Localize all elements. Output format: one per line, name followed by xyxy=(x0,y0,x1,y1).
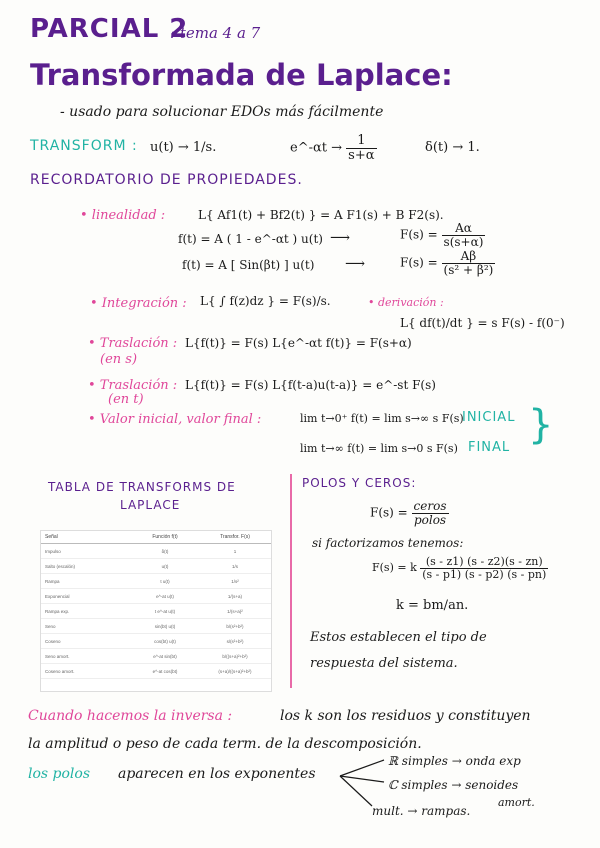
polos-fk-lhs: F(s) = k xyxy=(372,561,417,575)
polos-nota-2: respuesta del sistema. xyxy=(310,656,458,671)
transform-exp-frac xyxy=(346,134,376,162)
traslacion-t-label: • Traslación : xyxy=(88,378,178,393)
transform-exp xyxy=(290,134,377,162)
tabla-title-1: TABLA DE TRANSFORMS DE xyxy=(48,480,236,494)
table-cell: (s+a)/((s+a)²+b²) xyxy=(218,668,252,674)
branch-mult: mult. → rampas. xyxy=(372,804,471,818)
linealidad-formula: L{ Af1(t) + Bf2(t) } = A F1(s) + B F2(s). xyxy=(198,208,444,222)
table-cell: e^-at cos(bt) xyxy=(152,668,178,674)
table-cell: 1 xyxy=(233,548,237,554)
footer-line-3a: los polos xyxy=(28,766,91,782)
subtitle: - usado para solucionar EDOs más fácilmente xyxy=(60,104,384,120)
arrow-1: ⟶ xyxy=(330,230,351,246)
valor-inicial-formula: lim t→0⁺ f(t) = lim s→∞ s F(s) xyxy=(300,412,464,425)
table-cell: u(t) xyxy=(161,563,169,569)
laplace-table xyxy=(40,530,272,692)
branch-complex: ℂ simples → senoides xyxy=(388,778,519,792)
table-row xyxy=(41,589,271,604)
polos-nota-1: Estos establecen el tipo de xyxy=(310,630,487,645)
table-cell: δ(t) xyxy=(161,548,169,554)
temas-label: : tema 4 a 7 xyxy=(170,24,261,42)
transform-label: TRANSFORM : xyxy=(30,138,138,154)
footer-line-1a: Cuando hacemos la inversa : xyxy=(28,708,233,724)
polos-fs-frac xyxy=(412,500,449,526)
recordatorio-heading: RECORDATORIO DE PROPIEDADES. xyxy=(30,172,303,188)
linealidad-ex2-frac xyxy=(442,250,496,276)
page-title: Transformada de Laplace: xyxy=(30,58,453,92)
branch-complex-amort: amort. xyxy=(498,796,535,809)
polos-fk-den: (s - p1) (s - p2) (s - pn) xyxy=(422,567,547,581)
polos-fs xyxy=(370,500,449,526)
traslacion-s-label: • Traslación : xyxy=(88,336,178,351)
transform-exp-lhs: e^-αt → xyxy=(290,140,343,156)
table-cell: Coseno amort. xyxy=(45,668,75,674)
table-cell: b/(s²+b²) xyxy=(226,623,244,629)
table-cell: 1/s² xyxy=(231,578,239,584)
table-header xyxy=(41,531,271,544)
vertical-divider xyxy=(290,474,292,688)
polos-k: k = bm/an. xyxy=(396,598,469,613)
linealidad-ex1-den: s(s+α) xyxy=(443,234,484,249)
valor-label: • Valor inicial, valor final : xyxy=(88,412,262,427)
table-cell: e^-at sin(bt) xyxy=(153,653,177,659)
arrow-2: ⟶ xyxy=(345,256,366,272)
traslacion-s-formula: L{f(t)} = F(s) L{e^-αt f(t)} = F(s+α) xyxy=(185,336,412,350)
branch-arrow-bot xyxy=(340,776,372,806)
table-header-cell: Transfor. F(s) xyxy=(220,534,250,540)
linealidad-ex2-num: Aβ xyxy=(442,250,496,264)
polos-fk xyxy=(372,556,548,580)
table-cell: Rampa exp. xyxy=(45,608,70,614)
transform-exp-den: s+α xyxy=(348,147,375,163)
table-cell: 1/(s+a)² xyxy=(227,608,243,614)
integracion-label: • Integración : xyxy=(90,296,187,311)
table-cell: b/((s+a)²+b²) xyxy=(222,653,248,659)
table-cell: t u(t) xyxy=(160,578,170,584)
table-row xyxy=(41,559,271,574)
footer-line-1b: los k son los residuos y constituyen xyxy=(280,708,531,724)
table-row xyxy=(41,544,271,559)
table-cell: cos(bt) u(t) xyxy=(154,638,176,644)
polos-fs-den: polos xyxy=(413,512,447,527)
transform-step: u(t) → 1/s. xyxy=(150,140,217,155)
linealidad-ex2-res xyxy=(400,250,495,276)
table-row xyxy=(41,619,271,634)
linealidad-label: • linealidad : xyxy=(80,208,166,223)
table-header-cell: Función f(t) xyxy=(152,534,178,540)
derivacion-formula: L{ df(t)/dt } = s F(s) - f(0⁻) xyxy=(400,316,565,330)
table-cell: 1/s xyxy=(231,563,238,569)
polos-fs-num: ceros xyxy=(413,499,447,513)
linealidad-ex1-res xyxy=(400,222,485,248)
linealidad-ex2-den: (s² + β²) xyxy=(443,262,494,277)
table-cell: 1/(s+a) xyxy=(227,593,243,599)
table-cell: s/(s²+b²) xyxy=(226,638,244,644)
table-cell: t e^-at u(t) xyxy=(154,608,176,614)
polos-si: si factorizamos tenemos: xyxy=(312,536,464,550)
table-cell: Impulso xyxy=(45,548,61,554)
transform-exp-num: 1 xyxy=(346,134,376,149)
traslacion-s-sub: (en s) xyxy=(100,352,138,367)
table-cell: sin(bt) u(t) xyxy=(154,623,176,629)
branch-real: ℝ simples → onda exp xyxy=(388,754,521,768)
polos-fk-num: (s - z1) (s - z2)(s - zn) xyxy=(420,556,548,569)
branch-arrow-mid xyxy=(340,776,384,782)
tabla-title-2: LAPLACE xyxy=(120,498,181,512)
branch-arrow-top xyxy=(340,760,384,776)
table-row xyxy=(41,649,271,664)
valor-final-tag: FINAL xyxy=(468,440,511,455)
table-row xyxy=(41,634,271,649)
linealidad-ex2-lhs: F(s) = xyxy=(400,255,438,270)
table-row xyxy=(41,664,271,679)
table-cell: Seno xyxy=(45,623,56,629)
derivacion-label: • derivación : xyxy=(368,296,444,309)
transform-delta: δ(t) → 1. xyxy=(425,140,480,155)
footer-line-2: la amplitud o peso de cada term. de la descomposición. xyxy=(28,736,422,752)
linealidad-ex1-frac xyxy=(442,222,486,248)
traslacion-t-sub: (en t) xyxy=(108,392,144,407)
polos-title: POLOS Y CEROS: xyxy=(302,476,417,490)
polos-fk-frac xyxy=(420,556,548,580)
traslacion-t-formula: L{f(t)} = F(s) L{f(t-a)u(t-a)} = e^-st F(s) xyxy=(185,378,436,392)
linealidad-ex1: f(t) = A ( 1 - e^-αt ) u(t) xyxy=(178,232,323,246)
linealidad-ex2: f(t) = A [ Sin(βt) ] u(t) xyxy=(182,258,315,272)
parcial-title: PARCIAL 2 xyxy=(30,14,189,44)
polos-fs-lhs: F(s) = xyxy=(370,505,408,520)
table-cell: Rampa xyxy=(45,578,60,584)
brace-icon: } xyxy=(528,402,554,448)
table-row xyxy=(41,574,271,589)
valor-final-formula: lim t→∞ f(t) = lim s→0 s F(s) xyxy=(300,442,458,455)
table-cell: e^-at u(t) xyxy=(156,593,174,599)
linealidad-ex1-lhs: F(s) = xyxy=(400,227,438,242)
valor-inicial-tag: INICIAL xyxy=(462,410,516,425)
table-cell: Salto (escalón) xyxy=(45,563,76,569)
table-header-cell: Señal xyxy=(45,534,58,540)
linealidad-ex1-num: Aα xyxy=(442,222,486,236)
table-cell: Seno amort. xyxy=(45,653,70,659)
table-cell: Exponencial xyxy=(45,593,70,599)
table-row xyxy=(41,604,271,619)
integracion-formula: L{ ∫ f(z)dz } = F(s)/s. xyxy=(200,294,331,308)
footer-line-3b: aparecen en los exponentes xyxy=(118,766,316,782)
table-cell: Coseno xyxy=(45,638,61,644)
